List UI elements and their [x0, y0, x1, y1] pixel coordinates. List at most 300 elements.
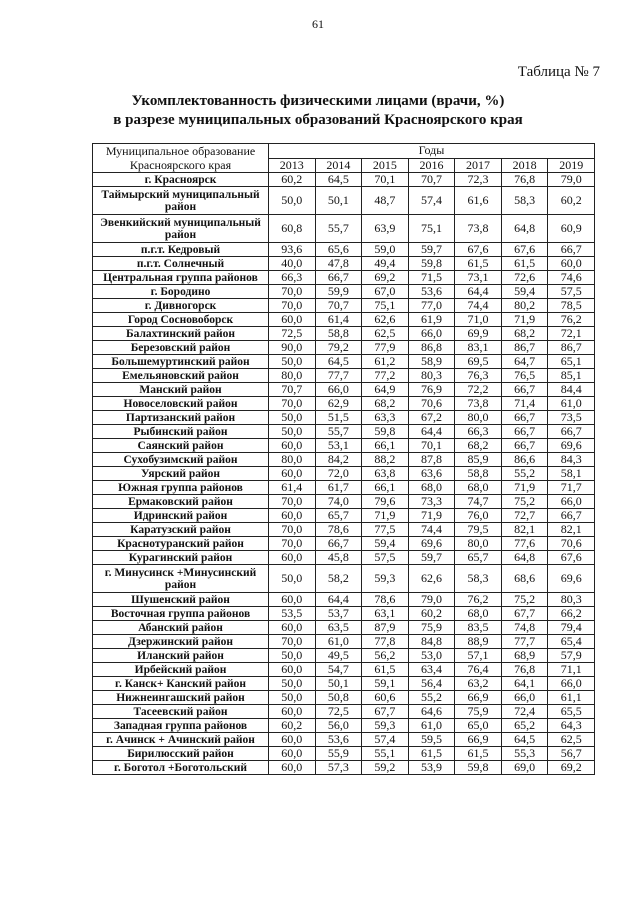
value-cell: 75,2: [501, 593, 548, 607]
value-cell: 86,7: [548, 341, 595, 355]
value-cell: 72,1: [548, 327, 595, 341]
value-cell: 66,0: [315, 383, 362, 397]
header-year: 2018: [501, 158, 548, 173]
value-cell: 70,0: [269, 537, 316, 551]
value-cell: 84,8: [408, 635, 455, 649]
value-cell: 61,9: [408, 313, 455, 327]
value-cell: 71,9: [501, 481, 548, 495]
value-cell: 70,7: [269, 383, 316, 397]
value-cell: 68,0: [455, 481, 502, 495]
municipality-cell: Большемуртинский район: [93, 355, 269, 369]
value-cell: 76,3: [455, 369, 502, 383]
value-cell: 50,0: [269, 691, 316, 705]
value-cell: 55,2: [408, 691, 455, 705]
value-cell: 65,1: [548, 355, 595, 369]
value-cell: 69,6: [548, 439, 595, 453]
value-cell: 60,0: [548, 257, 595, 271]
municipality-cell: Центральная группа районов: [93, 271, 269, 285]
value-cell: 72,6: [501, 271, 548, 285]
value-cell: 72,7: [501, 509, 548, 523]
municipality-cell: п.г.т. Кедровый: [93, 243, 269, 257]
value-cell: 77,7: [501, 635, 548, 649]
value-cell: 61,4: [315, 313, 362, 327]
value-cell: 53,6: [315, 733, 362, 747]
value-cell: 68,2: [362, 397, 409, 411]
value-cell: 71,4: [501, 397, 548, 411]
value-cell: 50,1: [315, 677, 362, 691]
municipality-cell: Дзержинский район: [93, 635, 269, 649]
value-cell: 63,9: [362, 215, 409, 243]
value-cell: 55,3: [501, 747, 548, 761]
value-cell: 80,3: [408, 369, 455, 383]
value-cell: 57,9: [548, 649, 595, 663]
value-cell: 62,5: [548, 733, 595, 747]
value-cell: 72,0: [315, 467, 362, 481]
value-cell: 84,4: [548, 383, 595, 397]
municipality-cell: Манский район: [93, 383, 269, 397]
value-cell: 63,8: [362, 467, 409, 481]
value-cell: 63,1: [362, 607, 409, 621]
table-row: [93, 593, 595, 607]
value-cell: 60,0: [269, 621, 316, 635]
header-year: 2013: [269, 158, 316, 173]
value-cell: 77,0: [408, 299, 455, 313]
value-cell: 59,0: [362, 243, 409, 257]
value-cell: 56,4: [408, 677, 455, 691]
value-cell: 64,4: [315, 593, 362, 607]
value-cell: 74,7: [455, 495, 502, 509]
document-title: [0, 92, 636, 130]
value-cell: 50,0: [269, 411, 316, 425]
value-cell: 50,0: [269, 649, 316, 663]
value-cell: 70,0: [269, 285, 316, 299]
value-cell: 84,3: [548, 453, 595, 467]
table-row: [93, 663, 595, 677]
value-cell: 64,5: [315, 173, 362, 187]
value-cell: 82,1: [501, 523, 548, 537]
value-cell: 86,6: [501, 453, 548, 467]
value-cell: 75,2: [501, 495, 548, 509]
value-cell: 77,5: [362, 523, 409, 537]
value-cell: 66,2: [548, 607, 595, 621]
value-cell: 66,7: [501, 383, 548, 397]
municipality-cell: Идринский район: [93, 509, 269, 523]
value-cell: 49,4: [362, 257, 409, 271]
value-cell: 75,1: [362, 299, 409, 313]
value-cell: 66,0: [408, 327, 455, 341]
value-cell: 66,7: [548, 243, 595, 257]
value-cell: 59,9: [315, 285, 362, 299]
municipality-cell: г. Боготол +Боготольский: [93, 761, 269, 775]
value-cell: 59,8: [362, 425, 409, 439]
value-cell: 60,0: [269, 705, 316, 719]
value-cell: 53,6: [408, 285, 455, 299]
value-cell: 59,2: [362, 761, 409, 775]
value-cell: 73,8: [455, 397, 502, 411]
value-cell: 64,5: [315, 355, 362, 369]
value-cell: 76,4: [455, 663, 502, 677]
value-cell: 70,7: [315, 299, 362, 313]
value-cell: 66,9: [455, 733, 502, 747]
value-cell: 78,6: [362, 593, 409, 607]
municipality-cell: Эвенкийский муниципальный район: [93, 215, 269, 243]
table-row: [93, 691, 595, 705]
value-cell: 80,2: [501, 299, 548, 313]
table-row: [93, 677, 595, 691]
value-cell: 64,3: [548, 719, 595, 733]
value-cell: 74,4: [455, 299, 502, 313]
value-cell: 60,8: [269, 215, 316, 243]
value-cell: 85,1: [548, 369, 595, 383]
value-cell: 70,1: [408, 439, 455, 453]
value-cell: 59,7: [408, 243, 455, 257]
value-cell: 65,0: [455, 719, 502, 733]
municipality-cell: Балахтинский район: [93, 327, 269, 341]
municipality-cell: г. Минусинск +Минусинский район: [93, 565, 269, 593]
table-label: Таблица № 7: [517, 64, 600, 80]
value-cell: 64,4: [408, 425, 455, 439]
value-cell: 83,1: [455, 341, 502, 355]
municipality-cell: Ирбейский район: [93, 663, 269, 677]
table-row: [93, 551, 595, 565]
value-cell: 57,4: [408, 187, 455, 215]
value-cell: 50,0: [269, 355, 316, 369]
value-cell: 88,2: [362, 453, 409, 467]
title-line-1: Укомплектованность физическими лицами (врачи, %): [131, 93, 505, 109]
value-cell: 54,7: [315, 663, 362, 677]
table-row: [93, 481, 595, 495]
value-cell: 51,5: [315, 411, 362, 425]
value-cell: 40,0: [269, 257, 316, 271]
value-cell: 76,8: [501, 663, 548, 677]
value-cell: 80,0: [455, 411, 502, 425]
value-cell: 65,7: [315, 509, 362, 523]
table-row: [93, 425, 595, 439]
table-row: [93, 607, 595, 621]
municipality-cell: Южная группа районов: [93, 481, 269, 495]
value-cell: 76,9: [408, 383, 455, 397]
value-cell: 55,2: [501, 467, 548, 481]
value-cell: 64,9: [362, 383, 409, 397]
value-cell: 58,1: [548, 467, 595, 481]
table-row: [93, 761, 595, 775]
value-cell: 50,0: [269, 425, 316, 439]
value-cell: 66,1: [362, 481, 409, 495]
municipality-cell: Саянский район: [93, 439, 269, 453]
table-row: [93, 649, 595, 663]
header-year: 2015: [362, 158, 409, 173]
value-cell: 61,5: [455, 257, 502, 271]
table-row: [93, 215, 595, 243]
value-cell: 88,9: [455, 635, 502, 649]
municipality-cell: Березовский район: [93, 341, 269, 355]
value-cell: 59,3: [362, 719, 409, 733]
value-cell: 61,2: [362, 355, 409, 369]
value-cell: 60,6: [362, 691, 409, 705]
value-cell: 55,9: [315, 747, 362, 761]
value-cell: 60,0: [269, 663, 316, 677]
value-cell: 58,3: [455, 565, 502, 593]
value-cell: 63,3: [362, 411, 409, 425]
value-cell: 53,9: [408, 761, 455, 775]
value-cell: 64,6: [408, 705, 455, 719]
value-cell: 63,4: [408, 663, 455, 677]
value-cell: 48,7: [362, 187, 409, 215]
municipality-cell: Рыбинский район: [93, 425, 269, 439]
value-cell: 71,9: [501, 313, 548, 327]
value-cell: 60,0: [269, 747, 316, 761]
value-cell: 93,6: [269, 243, 316, 257]
header-year: 2017: [455, 158, 502, 173]
value-cell: 70,6: [548, 537, 595, 551]
value-cell: 65,4: [548, 635, 595, 649]
value-cell: 59,4: [501, 285, 548, 299]
value-cell: 90,0: [269, 341, 316, 355]
value-cell: 65,5: [548, 705, 595, 719]
value-cell: 75,9: [455, 705, 502, 719]
value-cell: 61,0: [315, 635, 362, 649]
municipality-cell: Емельяновский район: [93, 369, 269, 383]
value-cell: 76,0: [455, 509, 502, 523]
value-cell: 59,1: [362, 677, 409, 691]
table-row: [93, 733, 595, 747]
value-cell: 66,3: [455, 425, 502, 439]
value-cell: 68,0: [455, 607, 502, 621]
value-cell: 67,6: [501, 243, 548, 257]
value-cell: 60,0: [269, 733, 316, 747]
value-cell: 87,8: [408, 453, 455, 467]
value-cell: 57,4: [362, 733, 409, 747]
value-cell: 57,5: [362, 551, 409, 565]
value-cell: 66,7: [501, 439, 548, 453]
value-cell: 69,2: [362, 271, 409, 285]
value-cell: 64,1: [501, 677, 548, 691]
value-cell: 65,6: [315, 243, 362, 257]
table-row: [93, 467, 595, 481]
value-cell: 69,6: [408, 537, 455, 551]
table-row: [93, 621, 595, 635]
page-number: 61: [312, 17, 324, 31]
value-cell: 61,0: [548, 397, 595, 411]
value-cell: 66,0: [501, 691, 548, 705]
value-cell: 67,0: [362, 285, 409, 299]
value-cell: 49,5: [315, 649, 362, 663]
value-cell: 68,2: [501, 327, 548, 341]
value-cell: 79,4: [548, 621, 595, 635]
table-row: [93, 411, 595, 425]
table-row: [93, 243, 595, 257]
value-cell: 56,0: [315, 719, 362, 733]
value-cell: 70,0: [269, 523, 316, 537]
municipality-cell: Уярский район: [93, 467, 269, 481]
value-cell: 63,2: [455, 677, 502, 691]
table-row: [93, 313, 595, 327]
value-cell: 60,2: [269, 719, 316, 733]
value-cell: 80,0: [455, 537, 502, 551]
table-row: [93, 355, 595, 369]
value-cell: 66,7: [548, 425, 595, 439]
municipality-cell: Восточная группа районов: [93, 607, 269, 621]
value-cell: 71,9: [362, 509, 409, 523]
table-row: [93, 719, 595, 733]
municipality-cell: Город Сосновоборск: [93, 313, 269, 327]
value-cell: 56,2: [362, 649, 409, 663]
value-cell: 47,8: [315, 257, 362, 271]
value-cell: 80,0: [269, 369, 316, 383]
value-cell: 71,0: [455, 313, 502, 327]
value-cell: 79,0: [408, 593, 455, 607]
value-cell: 53,7: [315, 607, 362, 621]
value-cell: 64,8: [501, 215, 548, 243]
municipality-cell: Партизанский район: [93, 411, 269, 425]
value-cell: 76,2: [548, 313, 595, 327]
value-cell: 58,8: [455, 467, 502, 481]
value-cell: 70,0: [269, 397, 316, 411]
table-row: [93, 453, 595, 467]
value-cell: 82,1: [548, 523, 595, 537]
value-cell: 74,6: [548, 271, 595, 285]
value-cell: 60,0: [269, 439, 316, 453]
value-cell: 61,1: [548, 691, 595, 705]
value-cell: 61,5: [455, 747, 502, 761]
value-cell: 86,7: [501, 341, 548, 355]
municipality-cell: Западная группа районов: [93, 719, 269, 733]
table-row: [93, 439, 595, 453]
table-row: [93, 509, 595, 523]
table-row: [93, 299, 595, 313]
value-cell: 73,8: [455, 215, 502, 243]
value-cell: 66,0: [548, 495, 595, 509]
staffing-table: [92, 143, 595, 775]
value-cell: 45,8: [315, 551, 362, 565]
value-cell: 61,5: [408, 747, 455, 761]
municipality-cell: Тасеевский район: [93, 705, 269, 719]
value-cell: 55,1: [362, 747, 409, 761]
value-cell: 64,7: [501, 355, 548, 369]
value-cell: 66,3: [269, 271, 316, 285]
value-cell: 72,5: [269, 327, 316, 341]
table-row: [93, 271, 595, 285]
value-cell: 66,7: [548, 509, 595, 523]
value-cell: 76,8: [501, 173, 548, 187]
value-cell: 63,6: [408, 467, 455, 481]
municipality-cell: Каратузский район: [93, 523, 269, 537]
value-cell: 59,7: [408, 551, 455, 565]
value-cell: 71,9: [408, 509, 455, 523]
value-cell: 59,8: [408, 257, 455, 271]
value-cell: 67,6: [455, 243, 502, 257]
value-cell: 66,7: [315, 537, 362, 551]
value-cell: 50,0: [269, 677, 316, 691]
value-cell: 79,2: [315, 341, 362, 355]
value-cell: 80,3: [548, 593, 595, 607]
table-header: [93, 144, 595, 173]
value-cell: 74,0: [315, 495, 362, 509]
value-cell: 65,2: [501, 719, 548, 733]
value-cell: 50,8: [315, 691, 362, 705]
value-cell: 61,6: [455, 187, 502, 215]
municipality-cell: г. Бородино: [93, 285, 269, 299]
title-line-2: в разрезе муниципальных образований Красноярского края: [113, 112, 523, 128]
value-cell: 59,8: [455, 761, 502, 775]
value-cell: 68,0: [408, 481, 455, 495]
value-cell: 80,0: [269, 453, 316, 467]
table-row: [93, 705, 595, 719]
value-cell: 60,0: [269, 551, 316, 565]
value-cell: 60,2: [269, 173, 316, 187]
value-cell: 69,6: [548, 565, 595, 593]
value-cell: 59,3: [362, 565, 409, 593]
value-cell: 61,7: [315, 481, 362, 495]
table-row: [93, 523, 595, 537]
table-row: [93, 397, 595, 411]
value-cell: 57,1: [455, 649, 502, 663]
value-cell: 50,0: [269, 565, 316, 593]
value-cell: 72,5: [315, 705, 362, 719]
value-cell: 78,5: [548, 299, 595, 313]
value-cell: 60,2: [548, 187, 595, 215]
municipality-cell: Новоселовский район: [93, 397, 269, 411]
value-cell: 63,5: [315, 621, 362, 635]
value-cell: 68,6: [501, 565, 548, 593]
value-cell: 64,4: [455, 285, 502, 299]
value-cell: 66,1: [362, 439, 409, 453]
value-cell: 69,9: [455, 327, 502, 341]
municipality-cell: п.г.т. Солнечный: [93, 257, 269, 271]
value-cell: 53,1: [315, 439, 362, 453]
value-cell: 73,3: [408, 495, 455, 509]
value-cell: 71,1: [548, 663, 595, 677]
value-cell: 68,2: [455, 439, 502, 453]
value-cell: 74,8: [501, 621, 548, 635]
table-row: [93, 635, 595, 649]
table-row: [93, 173, 595, 187]
table-row: [93, 747, 595, 761]
table-row: [93, 495, 595, 509]
table-row: [93, 341, 595, 355]
value-cell: 61,0: [408, 719, 455, 733]
value-cell: 60,0: [269, 313, 316, 327]
value-cell: 66,0: [548, 677, 595, 691]
value-cell: 53,5: [269, 607, 316, 621]
table-row: [93, 369, 595, 383]
value-cell: 61,4: [269, 481, 316, 495]
municipality-cell: Иланский район: [93, 649, 269, 663]
value-cell: 65,7: [455, 551, 502, 565]
value-cell: 77,8: [362, 635, 409, 649]
value-cell: 64,5: [501, 733, 548, 747]
value-cell: 69,5: [455, 355, 502, 369]
value-cell: 60,9: [548, 215, 595, 243]
municipality-cell: Курагинский район: [93, 551, 269, 565]
value-cell: 76,2: [455, 593, 502, 607]
value-cell: 68,9: [501, 649, 548, 663]
value-cell: 60,0: [269, 467, 316, 481]
value-cell: 59,5: [408, 733, 455, 747]
value-cell: 50,0: [269, 187, 316, 215]
value-cell: 62,6: [408, 565, 455, 593]
value-cell: 69,2: [548, 761, 595, 775]
value-cell: 73,1: [455, 271, 502, 285]
value-cell: 70,1: [362, 173, 409, 187]
value-cell: 72,3: [455, 173, 502, 187]
value-cell: 72,2: [455, 383, 502, 397]
value-cell: 62,9: [315, 397, 362, 411]
value-cell: 75,9: [408, 621, 455, 635]
table-row: [93, 327, 595, 341]
value-cell: 60,2: [408, 607, 455, 621]
value-cell: 77,9: [362, 341, 409, 355]
